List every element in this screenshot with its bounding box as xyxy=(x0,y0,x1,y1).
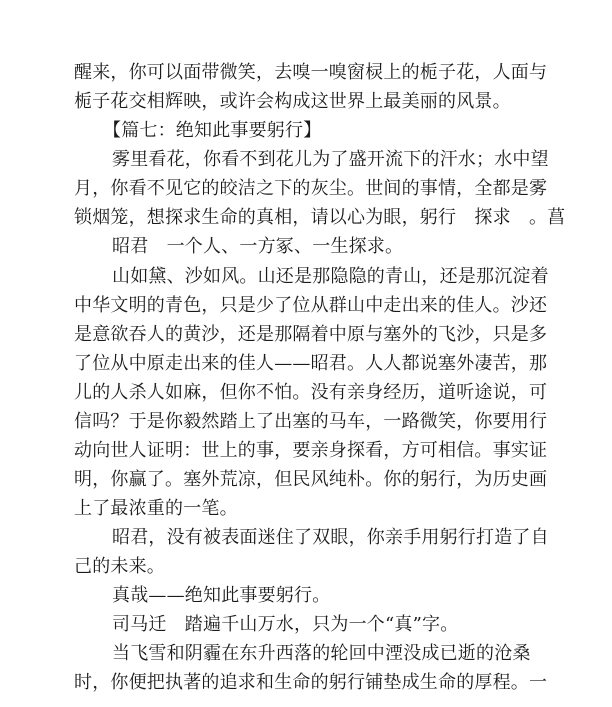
text-line: 是意欲吞人的黄沙，还是那隔着中原与塞外的飞沙，只是多 xyxy=(74,324,548,345)
text-line: 山如黛、沙如风。山还是那隐隐的青山，还是那沉淀着 xyxy=(112,266,549,287)
text-line: 司马迁 踏遍千山万水，只为一个“真”字。 xyxy=(112,614,459,635)
section-heading: 【篇七：绝知此事要躬行】 xyxy=(103,120,322,141)
text-line: 真哉——绝知此事要躬行。 xyxy=(112,585,331,606)
text-line: 栀子花交相辉映，或许会构成这世界上最美丽的风景。 xyxy=(74,91,511,112)
text-line: 月，你看不见它的皎洁之下的灰尘。世间的事情，全都是雾 xyxy=(74,178,548,199)
text-line: 时，你便把执著的追求和生命的躬行铺垫成生命的厚程。一 xyxy=(74,672,548,693)
text-line: 信吗？于是你毅然踏上了出塞的马车，一路微笑，你要用行 xyxy=(74,411,548,432)
text-line: 上了最浓重的一笔。 xyxy=(74,498,238,519)
text-line: 动向世人证明：世上的事，要亲身探看，方可相信。事实证 xyxy=(74,440,548,461)
text-line: 醒来，你可以面带微笑，去嗅一嗅窗棂上的栀子花，人面与 xyxy=(74,62,548,83)
text-line: 昭君，没有被表面迷住了双眼，你亲手用躬行打造了自 xyxy=(112,527,549,548)
text-line: 儿的人杀人如麻，但你不怕。没有亲身经历，道听途说，可 xyxy=(74,382,548,403)
text-line: 了位从中原走出来的佳人——昭君。人人都说塞外凄苦，那 xyxy=(74,353,548,374)
text-line: 昭君 一个人、一方冢、一生探求。 xyxy=(112,236,404,257)
text-line: 当飞雪和阴霾在东升西落的轮回中湮没成已逝的沧桑 xyxy=(112,643,531,664)
text-line: 雾里看花，你看不到花儿为了盛开流下的汗水；水中望 xyxy=(112,149,549,170)
text-line: 中华文明的青色，只是少了位从群山中走出来的佳人。沙还 xyxy=(74,295,548,316)
text-line: 明，你赢了。塞外荒凉，但民风纯朴。你的躬行，为历史画 xyxy=(74,469,548,490)
text-line: 己的未来。 xyxy=(74,556,165,577)
text-line: 锁烟笼，想探求生命的真相，请以心为眼，躬行 探求 。菖 xyxy=(74,207,566,228)
